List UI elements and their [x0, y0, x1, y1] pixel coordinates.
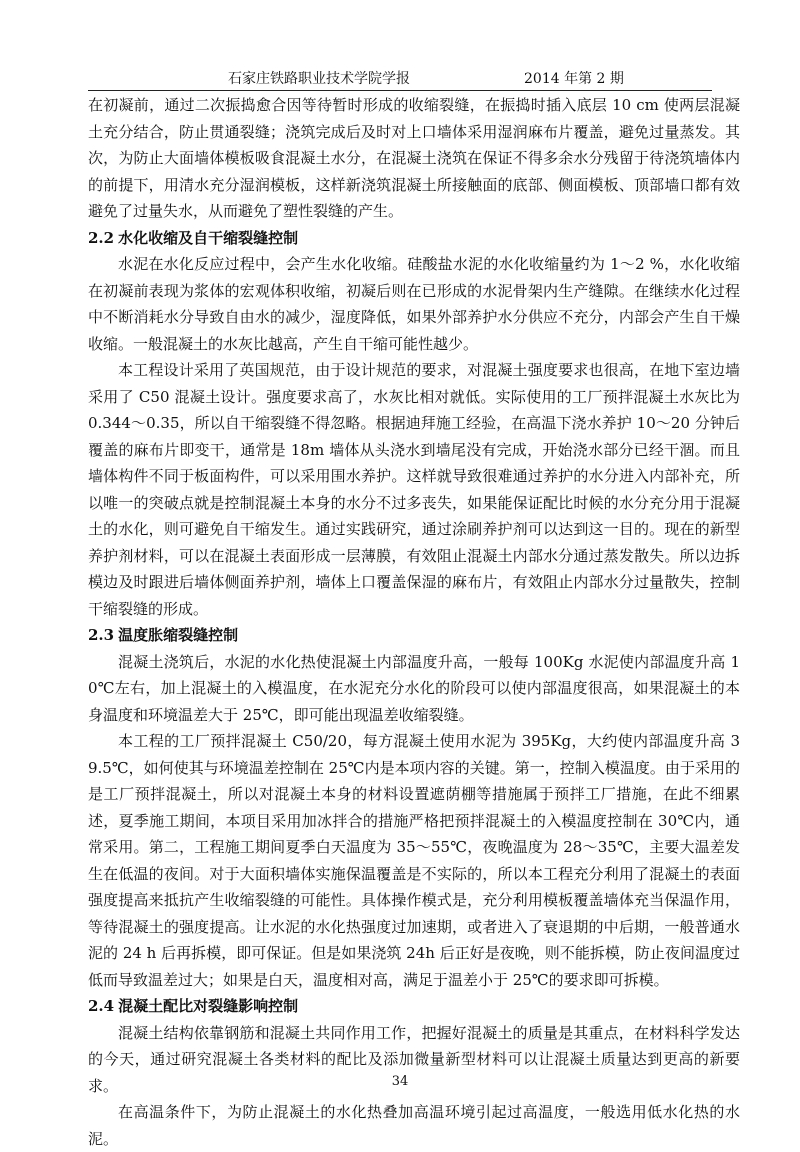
section-number: 2.2 [88, 228, 115, 247]
section-number: 2.4 [88, 997, 115, 1015]
section-title: 混凝土配比对裂缝影响控制 [118, 997, 299, 1015]
paragraph: 混凝土结构依靠钢筋和混凝土共同作用工作，把握好混凝土的质量是其重点，在材料科学发达的今天，通过研究混凝土各类材料的配比及添加微量新型材料可以让混凝土质量达到更高的新要求。 [88, 1023, 740, 1095]
article-body [88, 92, 740, 1152]
section-heading-2-4 [88, 993, 740, 1020]
running-header [88, 68, 712, 91]
paragraph: 本工程的工厂预拌混凝土 C50/20，每方混凝土使用水泥为 395Kg，大约使内部温度升高 39.5℃，如何使其与环境温差控制在 25℃内是本项内容的关键。第一，控制入模温度。由于采用的是工厂预拌混凝土，所以对混凝土本身的材料设置遮荫棚等措施属于预拌工厂措施，在此不细累述，夏季施工期间，本项目采用加冰拌合的措施严格把预拌混凝土的入模温度控制在 30℃内，通常采用。第二，工程施工期间夏季白天温度为 35～55℃，夜晚温度为 28～35℃，主要大温差发生在低温的夜间。对于大面积墙体实施保温覆盖是不实际的，所以本工程充分利用了混凝土的表面强度提高来抵抗产生收缩裂缝的可能性。具体操作模式是，充分利用模板覆盖墙体充当保温作用，等待混凝土的强度提高。让水泥的水化热强度过加速期，或者进入了衰退期的中后期，一般普通水泥的 24 h 后再拆模，即可保证。但是如果浇筑 24h 后正好是夜晚，则不能拆模，防止夜间温度过低而导致温差过大；如果是白天，温度相对高，满足于温差小于 25℃的要求即可拆模。 [88, 732, 740, 989]
section-title: 水化收缩及自干缩裂缝控制 [118, 228, 299, 247]
section-number: 2.3 [88, 626, 115, 644]
section-heading-2-3 [88, 622, 740, 649]
paragraph: 在高温条件下，为防止混凝土的水化热叠加高温环境引起过高温度，一般选用低水化热的水泥。 [88, 1103, 740, 1148]
section-heading-2-2 [88, 225, 740, 252]
paragraph: 本工程设计采用了英国规范，由于设计规范的要求，对混凝土强度要求也很高，在地下室边墙采用了 C50 混凝土设计。强度要求高了，水灰比相对就低。实际使用的工厂预拌混凝土水灰比为 0.344～0.35，所以自干缩裂缝不得忽略。根据迪拜施工经验，在高温下浇水养护 10～20 分钟后覆盖的麻布片即变干，通常是 18m 墙体从头浇水到墙尾没有完成，开始浇水部分已经干涸。而且墙体构件不同于板面构件，可以采用围水养护。这样就导致很难通过养护的水分进入内部补充，所以唯一的突破点就是控制混凝土本身的水分不过多丧失，如果能保证配比时候的水分充分用于混凝土的水化，则可避免自干缩发生。通过实践研究，通过涂刷养护剂可以达到这一目的。现在的新型养护剂材料，可以在混凝土表面形成一层薄膜，有效阻止混凝土内部水分通过蒸发散失。所以边拆模边及时跟进后墙体侧面养护剂，墙体上口覆盖保湿的麻布片，有效阻止内部水分过量散失，控制干缩裂缝的形成。 [88, 361, 740, 618]
section-title: 温度胀缩裂缝控制 [118, 626, 239, 644]
paragraph: 混凝土浇筑后，水泥的水化热使混凝土内部温度升高，一般每 100Kg 水泥使内部温度升高 10℃左右，加上混凝土的入模温度，在水泥充分水化的阶段可以使内部温度很高，如果混凝土的本身温度和环境温差大于 25℃，即可能出现温差收缩裂缝。 [88, 652, 740, 724]
page-number: 34 [391, 1074, 409, 1089]
paragraph: 在初凝前，通过二次振捣愈合因等待暂时形成的收缩裂缝，在振捣时插入底层 10 cm 使两层混凝土充分结合，防止贯通裂缝；浇筑完成后及时对上口墙体采用湿润麻布片覆盖，避免过量蒸发。其次，为防止大面墙体模板吸食混凝土水分，在混凝土浇筑在保证不得多余水分残留于待浇筑墙体内的前提下，用清水充分湿润模板，这样新浇筑混凝土所接触面的底部、侧面模板、顶部墙口都有效避免了过量失水，从而避免了塑性裂缝的产生。 [88, 96, 740, 220]
paragraph: 水泥在水化反应过程中，会产生水化收缩。硅酸盐水泥的水化收缩量约为 1～2 %，水化收缩在初凝前表现为浆体的宏观体积收缩，初凝后则在已形成的水泥骨架内生产缝隙。在继续水化过程中不断消耗水分导致自由水的减少，湿度降低，如果外部养护水分供应不充分，内部会产生自干燥收缩。一般混凝土的水灰比越高，产生自干缩可能性越少。 [88, 255, 740, 353]
journal-title: 石家庄铁路职业技术学院学报 [228, 71, 410, 87]
issue-label: 2014 年第 2 期 [524, 71, 624, 87]
